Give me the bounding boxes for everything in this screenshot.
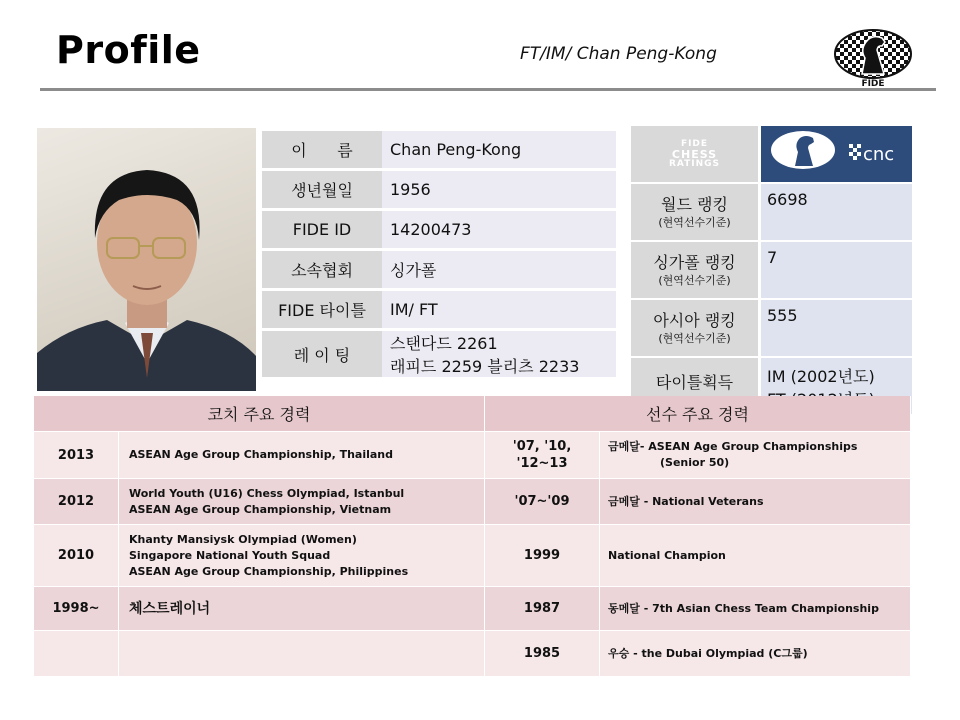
profile-table	[262, 131, 616, 380]
fide-title-value: IM/ FT	[382, 290, 616, 330]
cnc-logo	[760, 126, 913, 183]
coach-entry: Khanty Mansiysk Olympiad (Women)	[129, 532, 357, 546]
rating-standard: 스탠다드 2261	[390, 334, 498, 353]
fide-logo-text: FIDE	[861, 79, 885, 88]
ratings-logo-line2: CHESS	[671, 147, 718, 161]
fide-id-value: 14200473	[382, 210, 616, 250]
career-table	[34, 396, 911, 677]
rating-rapid-blitz: 래피드 2259 블리츠 2233	[390, 357, 580, 376]
coach-year	[34, 631, 119, 677]
coach-entry: ASEAN Age Group Championship, Vietnam	[129, 502, 392, 516]
player-entry: 금메달- ASEAN Age Group Championships	[608, 440, 858, 453]
ranking-table	[631, 126, 912, 416]
profile-row-rating	[262, 330, 616, 379]
world-ranking-value: 6698	[760, 183, 913, 241]
asia-ranking-note: (현역선수기준)	[658, 332, 731, 345]
player-entry-note: (Senior 50)	[660, 456, 730, 469]
asia-ranking-title: 아시아 랭킹	[653, 311, 736, 330]
table-row	[34, 479, 911, 525]
table-row	[34, 587, 911, 631]
player-year-line: '12~13	[516, 456, 568, 471]
world-ranking-title: 월드 랭킹	[661, 195, 728, 214]
player-description	[600, 432, 911, 479]
profile-row-fide-id	[262, 210, 616, 250]
birth-label: 생년월일	[262, 170, 382, 210]
singapore-ranking-label	[631, 241, 760, 299]
coach-year: 2010	[34, 525, 119, 587]
player-year	[485, 432, 600, 479]
coach-entry: ASEAN Age Group Championship, Philippines	[129, 564, 409, 578]
coach-description	[119, 479, 485, 525]
coach-year: 2013	[34, 432, 119, 479]
singapore-ranking-value: 7	[760, 241, 913, 299]
name-value: Chan Peng-Kong	[382, 131, 616, 170]
ranking-row-asia	[631, 299, 912, 357]
coach-description	[119, 631, 485, 677]
coach-description	[119, 525, 485, 587]
player-year: 1987	[485, 587, 600, 631]
fide-logo	[832, 28, 914, 88]
world-ranking-note: (현역선수기준)	[658, 216, 731, 229]
coach-entry: World Youth (U16) Chess Olympiad, Istanbul	[129, 486, 405, 500]
rating-value	[382, 330, 616, 379]
ratings-logo-line1: FIDE	[680, 138, 709, 149]
title-im-year: IM (2002년도)	[767, 367, 875, 386]
rating-label: 레 이 팅	[262, 330, 382, 379]
cnc-logo-text: cnc	[863, 144, 895, 165]
singapore-ranking-title: 싱가폴 랭킹	[653, 253, 736, 272]
career-header-row	[34, 396, 911, 432]
ranking-logos	[631, 126, 912, 183]
name-label: 이 름	[262, 131, 382, 170]
player-year: 1999	[485, 525, 600, 587]
singapore-ranking-note: (현역선수기준)	[658, 274, 731, 287]
asia-ranking-label	[631, 299, 760, 357]
coach-career-header: 코치 주요 경력	[34, 396, 485, 432]
player-career-header: 선수 주요 경력	[485, 396, 911, 432]
coach-description: 체스트레이너	[119, 587, 485, 631]
ratings-logo-line3: RATINGS	[668, 158, 721, 169]
table-row	[34, 525, 911, 587]
profile-row-title	[262, 290, 616, 330]
world-ranking-label	[631, 183, 760, 241]
player-year: 1985	[485, 631, 600, 677]
fide-title-label: FIDE 타이틀	[262, 290, 382, 330]
fide-id-label: FIDE ID	[262, 210, 382, 250]
table-row	[34, 432, 911, 479]
coach-entry: ASEAN Age Group Championship, Thailand	[129, 448, 393, 461]
player-year: '07~'09	[485, 479, 600, 525]
coach-description	[119, 432, 485, 479]
federation-value: 싱가폴	[382, 250, 616, 290]
coach-year: 2012	[34, 479, 119, 525]
page-subtitle: FT/IM/ Chan Peng-Kong	[520, 44, 717, 64]
coach-entry: Singapore National Youth Squad	[129, 548, 331, 562]
page-title: Profile	[56, 28, 201, 72]
fide-chess-ratings-logo	[631, 126, 760, 183]
profile-row-name	[262, 131, 616, 170]
player-year-line: '07, '10,	[512, 439, 572, 454]
ranking-row-world	[631, 183, 912, 241]
profile-row-birth	[262, 170, 616, 210]
player-description: 금메달 - National Veterans	[600, 479, 911, 525]
title-acquired-title: 타이틀획득	[655, 373, 734, 392]
fide-cnc-logo-icon	[761, 126, 911, 178]
ranking-row-singapore	[631, 241, 912, 299]
coach-year: 1998~	[34, 587, 119, 631]
table-row	[34, 631, 911, 677]
header-divider	[40, 88, 936, 91]
profile-row-federation	[262, 250, 616, 290]
player-description: 동메달 - 7th Asian Chess Team Championship	[600, 587, 911, 631]
profile-photo	[37, 128, 256, 391]
asia-ranking-value: 555	[760, 299, 913, 357]
federation-label: 소속협회	[262, 250, 382, 290]
player-description: National Champion	[600, 525, 911, 587]
player-description: 우승 - the Dubai Olympiad (C그룹)	[600, 631, 911, 677]
birth-value: 1956	[382, 170, 616, 210]
